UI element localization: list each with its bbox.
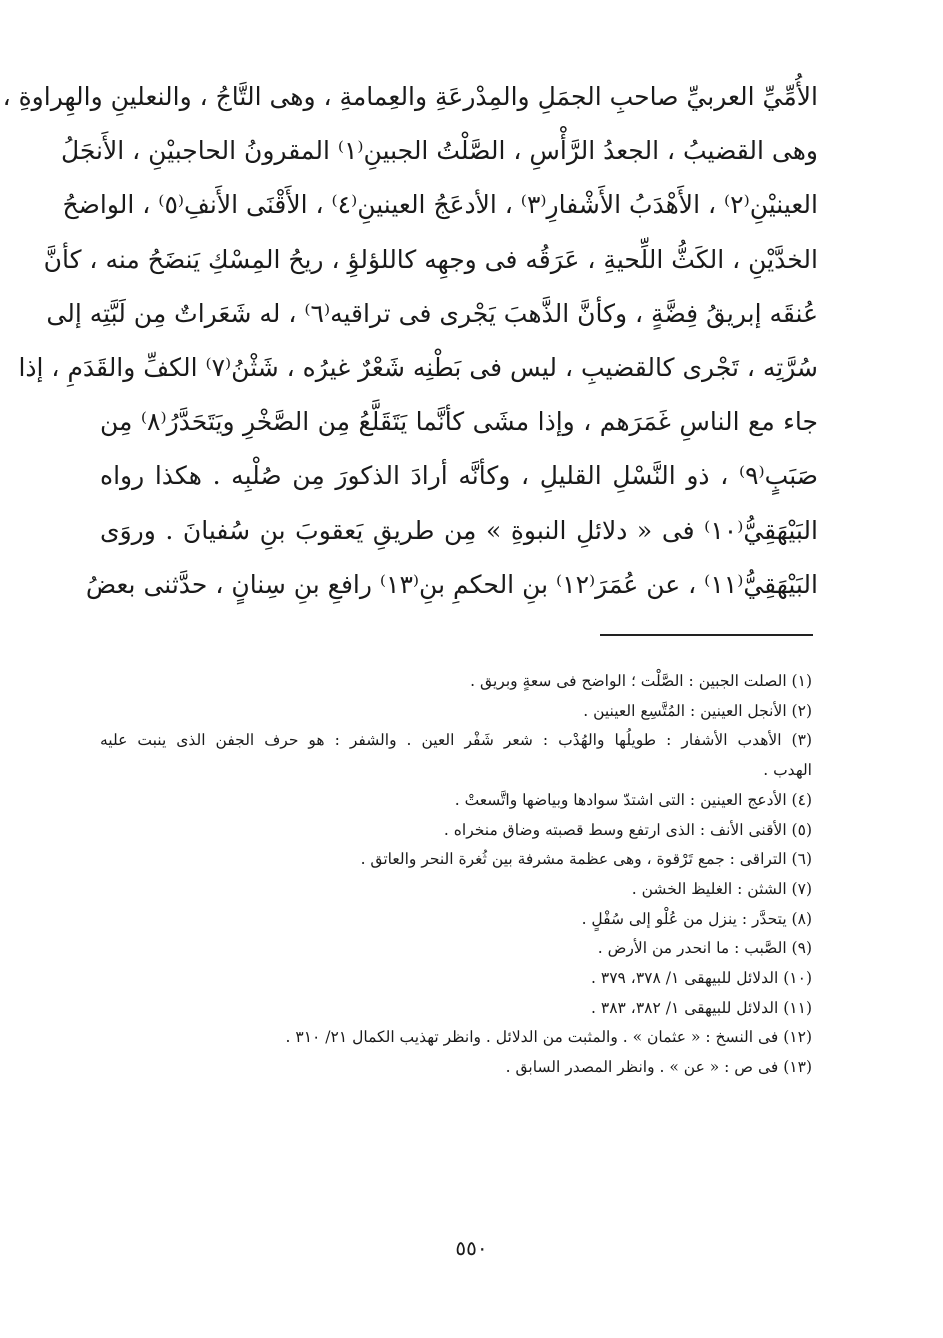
main-text-line: الخدَّيْنِ ، الكَثُّ اللِّحيةِ ، عَرَقُه فى وجهِه كاللؤلؤِ ، ريحُ المِسْكِ يَنضَحُ منه ، كأنَّ — [43, 244, 818, 274]
main-text-line: عُنقَه إبريقُ فِضَّةٍ ، وكأنَّ الذَّهبَ يَجْرى فى تراقيه⁽٦⁾ ، له شَعَراتٌ مِن لَبَّتِه إلى — [46, 298, 818, 328]
footnote-line: (٣) الأهدب الأشفار : طويلُها والهُدْب : شعر شَفْر العين . والشفر : هو حرف الجفن الذى ينبت عليه — [100, 731, 812, 750]
footnote-line: (٥) الأقنى الأنف : الذى ارتفع وسط قصبته وضاق منخراه . — [443, 820, 812, 839]
footnote-line: (١) الصلت الجبين : الصَّلْت ؛ الواضح فى سعةٍ وبريق . — [470, 672, 812, 690]
footnote-line: (٤) الأدعج العينين : التى اشتدّ سوادها وبياضها واتَّسعتْ . — [454, 790, 812, 809]
main-text-line: العينيْنِ⁽٢⁾ ، الأَهْدَبُ الأَشْفارِ⁽٣⁾ ، الأدعَجُ العينينِ⁽٤⁾ ، الأَقْنَى الأَنفِ⁽٥⁾ ، الواضحُ — [62, 190, 818, 220]
footnote-line: (٧) الشثن : الغليظ الخشن . — [631, 879, 812, 898]
main-text-line: جاء مع الناسِ غَمَرَهم ، وإذا مشَى كأنَّما يَتَقَلَّعُ مِن الصَّخْرِ ويَتَحَدَّرُ⁽٨⁾ مِن — [100, 407, 818, 437]
footnote-line: (١١) الدلائل للبيهقى ١/ ٣٨٢، ٣٨٣ . — [591, 998, 812, 1017]
main-text-line: البَيْهَقِيُّ⁽١٠⁾ فى « دلائلِ النبوةِ » مِن طريقِ يَعقوبَ بنِ سُفيانَ . وروَى — [100, 515, 818, 545]
footnote-line: الهدب . — [763, 761, 812, 780]
main-text-line: وهى القضيبُ ، الجعدُ الرَّأْسِ ، الصَّلْتُ الجبينِ⁽١⁾ المقرونُ الحاجبيْنِ ، الأَنجَلُ — [60, 136, 818, 166]
main-text-line: الأُمِّيِّ العربيِّ صاحبِ الجمَلِ والمِدْرعَةِ والعِمامةِ ، وهى التَّاجُ ، والنعلينِ والهِراوةِ ، — [2, 82, 818, 111]
footnote-line: (٢) الأنجل العينين : المُتَّسِع العينين . — [583, 701, 812, 720]
footnote-line: (١٠) الدلائل للبيهقى ١/ ٣٧٨، ٣٧٩ . — [591, 969, 812, 988]
main-text-line: سُرَّتِه ، تَجْرى كالقضيبِ ، ليس فى بَطْنِه شَعْرٌ غيرُه ، شَثْنُ⁽٧⁾ الكفِّ والقَدَمِ ، إذا — [18, 352, 818, 382]
main-text-line: البَيْهَقِيُّ⁽١١⁾ ، عن عُمَرَ⁽١٢⁾ بنِ الحكمِ بنِ⁽١٣⁾ رافعِ بنِ سِنانٍ ، حدَّثنى بعضُ — [85, 569, 818, 599]
footnote-line: (٩) الصَّبب : ما انحدر من الأرض . — [597, 939, 812, 958]
main-text — [2, 70, 818, 612]
page-number: ٥٥٠ — [455, 1236, 488, 1260]
footnote-line: (١٢) فى النسخ : « عثمان » . والمثبت من الدلائل . وانظر تهذيب الكمال ٢١/ ٣١٠ . — [285, 1028, 812, 1047]
footnote-line: (٦) التراقى : جمع تَرْقوة ، وهى عظمة مشرفة بين ثُغرة النحر والعاتق . — [360, 850, 812, 869]
footnote-line: (٨) يتحدَّر : ينزل من عُلْو إلى سُفْلٍ . — [581, 909, 812, 928]
main-text-line: صَبَبٍ⁽٩⁾ ، ذو النَّسْلِ القليلِ ، وكأنَّه أرادَ الذكورَ مِن صُلْبِه . هكذا رواه — [100, 461, 818, 491]
footnote-separator — [600, 634, 813, 636]
footnote-line: (١٣) فى ص : « عن » . وانظر المصدر السابق . — [505, 1058, 812, 1077]
footnotes — [100, 667, 812, 1083]
